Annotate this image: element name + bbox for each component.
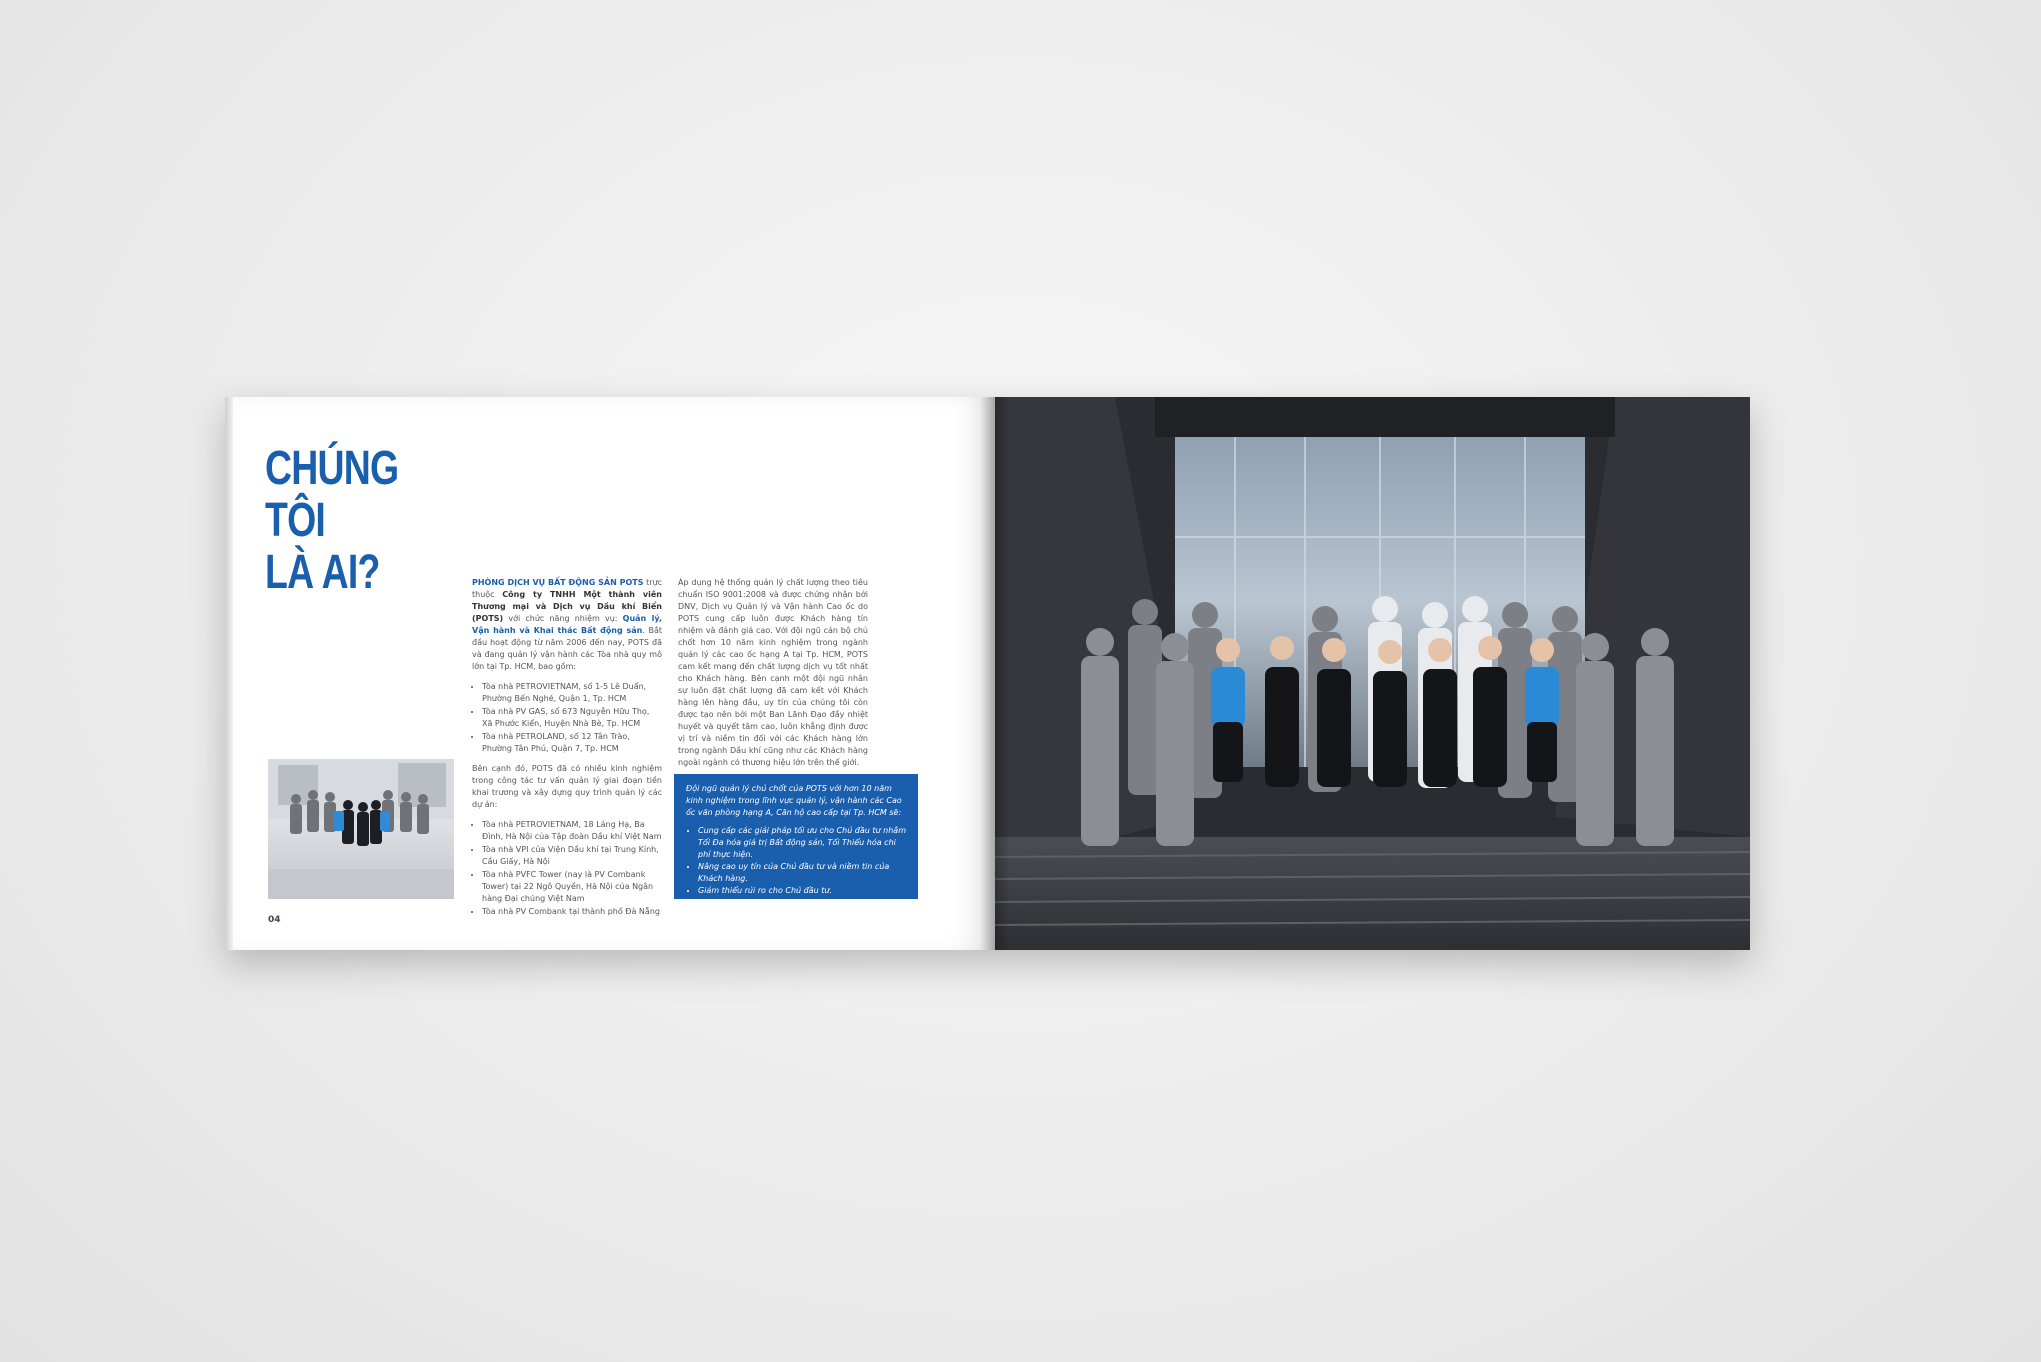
text-column-1	[472, 577, 662, 926]
team-photo	[995, 397, 1750, 950]
list-item: • Giảm thiểu rủi ro cho Chủ đầu tư.	[698, 885, 906, 897]
intro-paragraph	[472, 577, 662, 673]
consulting-paragraph: Bên cạnh đó, POTS đã có nhiều kinh nghiệm trong công tác tư vấn quản lý giai đoạn tiền khai trương và xây dựng quy trình quản lý các dự án:	[472, 764, 662, 809]
intro-company: PHÒNG DỊCH VỤ BẤT ĐỘNG SẢN POTS	[472, 578, 644, 587]
list-item: • Tòa nhà PETROLAND, số 12 Tân Trào, Phường Tân Phú, Quận 7, Tp. HCM	[482, 731, 662, 755]
list-item: • Tòa nhà PETROVIETNAM, 18 Láng Hạ, Ba Đình, Hà Nội của Tập đoàn Dầu khí Việt Nam	[482, 819, 662, 843]
left-page	[225, 397, 995, 950]
title-line-2: TÔI	[265, 494, 326, 547]
list-item: • Nâng cao uy tín của Chủ đầu tư và niềm tin của Khách hàng.	[698, 861, 906, 885]
list-item: • Tòa nhà PETROVIETNAM, số 1-5 Lê Duẩn, Phường Bến Nghé, Quận 1, Tp. HCM	[482, 681, 662, 705]
page-number: 04	[268, 915, 281, 925]
intro-text-2: với chức năng nhiệm vụ:	[503, 614, 623, 623]
highlight-box	[674, 774, 918, 899]
consulting-projects-list	[472, 819, 662, 918]
team-thumbnail-photo	[268, 759, 454, 899]
title-line-3: LÀ AI?	[265, 546, 380, 599]
intro-function: Quản lý, Vận hành và Khai thác Bất động sản	[472, 614, 663, 635]
highlight-list	[686, 825, 906, 897]
list-item: • Tòa nhà PV GAS, số 673 Nguyễn Hữu Thọ, Xã Phước Kiển, Huyện Nhà Bè, Tp. HCM	[482, 706, 662, 730]
list-item: • Cung cấp các giải pháp tối ưu cho Chủ đầu tư nhằm Tối Đa hóa giá trị Bất động sản, Tối Thiểu hóa chi phí thực hiện.	[698, 825, 906, 861]
intro-parent: Công ty TNHH Một thành viên Thương mại và Dịch vụ Dầu khí Biển (POTS)	[472, 590, 662, 623]
list-item: • Tòa nhà PV Combank tại thành phố Đà Nẵng	[482, 906, 662, 918]
list-item: • Tòa nhà VPI của Viện Dầu khí tại Trung Kính, Cầu Giấy, Hà Nội	[482, 844, 662, 868]
managed-buildings-list	[472, 681, 662, 755]
title-line-1: CHÚNG	[265, 442, 399, 495]
intro-text-1: trực thuộc	[472, 578, 662, 599]
intro-text-3: . Bắt đầu hoạt động từ năm 2006 đến nay, POTS đã và đang quản lý vận hành các Tòa nhà quy mô lớn tại Tp. HCM, bao gồm:	[472, 626, 662, 671]
highlight-intro: Đội ngũ quản lý chủ chốt của POTS với hơn 10 năm kinh nghiệm trong lĩnh vực quản lý, vận hành các Cao ốc văn phòng hạng A, Căn hộ cao cấp tại Tp. HCM sẽ:	[686, 784, 902, 817]
quality-paragraph: Áp dụng hệ thống quản lý chất lượng theo tiêu chuẩn ISO 9001:2008 và được chứng nhận bởi DNV, Dịch vụ Quản lý và Vận hành Cao ốc do POTS cung cấp luôn được Khách hàng tín nhiệm và đánh giá cao. Với đội ngũ cán bộ chủ chốt hơn 10 năm kinh nghiệm trong ngành quản lý các cao ốc hạng A tại Tp. HCM, POTS cam kết mang đến chất lượng dịch vụ tốt nhất cho Khách hàng. Bên cạnh một đội ngũ nhân sự luôn đặt chất lượng đã cam kết với Khách hàng lên hàng đầu, uy tín của chúng tôi còn được tạo nên bởi một Ban Lãnh Đạo đầy nhiệt huyết và quyết tâm cao, luôn khẳng định được vị trí và niềm tin đối với các Khách hàng lớn trong ngành Dầu khí cũng như các Khách hàng ngoài ngành có thương hiệu lớn trên thế giới.	[678, 578, 868, 767]
list-item: • Tòa nhà PVFC Tower (nay là PV Combank Tower) tại 22 Ngô Quyền, Hà Nội của Ngân hàng Đại chúng Việt Nam	[482, 869, 662, 905]
page-title	[265, 442, 399, 599]
text-column-2	[678, 577, 868, 777]
brochure-spread	[225, 397, 1750, 950]
